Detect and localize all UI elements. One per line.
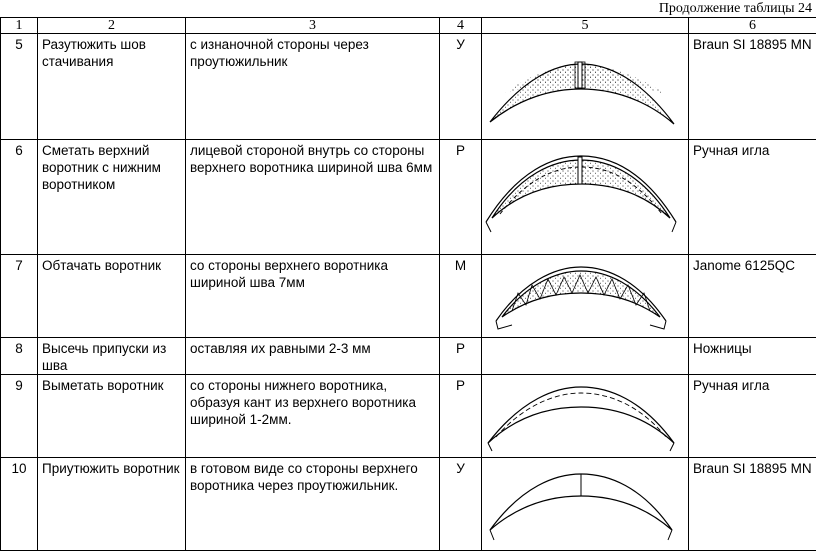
operations-table: [0, 17, 816, 551]
category-cell: Р: [440, 375, 482, 458]
header-row: [1, 18, 816, 34]
category-cell: М: [440, 255, 482, 338]
equipment-cell: Braun SI 18895 MN: [689, 458, 816, 551]
category-cell: У: [440, 34, 482, 140]
operation-cell: Обтачать воротник: [38, 255, 186, 338]
header-cell: 2: [38, 18, 186, 34]
collar-turned-basted-sketch: [482, 375, 689, 457]
specs-cell: со стороны нижнего воротника, образуя кант из верхнего воротника шириной 1-2мм.: [186, 375, 440, 458]
collar-stitched-sketch: [482, 255, 689, 337]
category-cell: Р: [440, 140, 482, 255]
table-row: [1, 458, 816, 551]
row-number: 8: [1, 338, 38, 375]
sketch-cell: [482, 34, 689, 140]
specs-cell: лицевой стороной внутрь со стороны верхнего воротника шириной шва 6мм: [186, 140, 440, 255]
table-row: [1, 140, 816, 255]
header-cell: 6: [689, 18, 816, 34]
sketch-cell: [482, 140, 689, 255]
operation-cell: Разутюжить шов стачивания: [38, 34, 186, 140]
collar-finished-sketch: [482, 458, 689, 550]
table-caption: Продолжение таблицы 24: [659, 0, 812, 17]
table-row: [1, 34, 816, 140]
row-number: 9: [1, 375, 38, 458]
specs-cell: с изнаночной стороны через проутюжильник: [186, 34, 440, 140]
row-number: 6: [1, 140, 38, 255]
sketch-cell: [482, 375, 689, 458]
collar-basted-sketch: [482, 140, 689, 254]
operation-cell: Выметать воротник: [38, 375, 186, 458]
equipment-cell: Ножницы: [689, 338, 816, 375]
equipment-cell: Janome 6125QC: [689, 255, 816, 338]
table-row: [1, 338, 816, 375]
sketch-cell: [482, 338, 689, 375]
header-cell: 5: [482, 18, 689, 34]
header-cell: 4: [440, 18, 482, 34]
sketch-cell: [482, 458, 689, 551]
specs-cell: оставляя их равными 2-3 мм: [186, 338, 440, 375]
operation-cell: Приутюжить воротник: [38, 458, 186, 551]
equipment-cell: Braun SI 18895 MN: [689, 34, 816, 140]
operation-cell: Сметать верхний воротник с нижним воротником: [38, 140, 186, 255]
row-number: 5: [1, 34, 38, 140]
equipment-cell: Ручная игла: [689, 140, 816, 255]
sketch-cell: [482, 255, 689, 338]
header-cell: 1: [1, 18, 38, 34]
category-cell: У: [440, 458, 482, 551]
collar-pressed-seam-sketch: [482, 34, 689, 139]
header-cell: 3: [186, 18, 440, 34]
row-number: 7: [1, 255, 38, 338]
table-row: [1, 255, 816, 338]
table-row: [1, 375, 816, 458]
specs-cell: со стороны верхнего воротника шириной шва 7мм: [186, 255, 440, 338]
specs-cell: в готовом виде со стороны верхнего воротника через проутюжильник.: [186, 458, 440, 551]
row-number: 10: [1, 458, 38, 551]
category-cell: Р: [440, 338, 482, 375]
equipment-cell: Ручная игла: [689, 375, 816, 458]
operation-cell: Высечь припуски из шва: [38, 338, 186, 375]
